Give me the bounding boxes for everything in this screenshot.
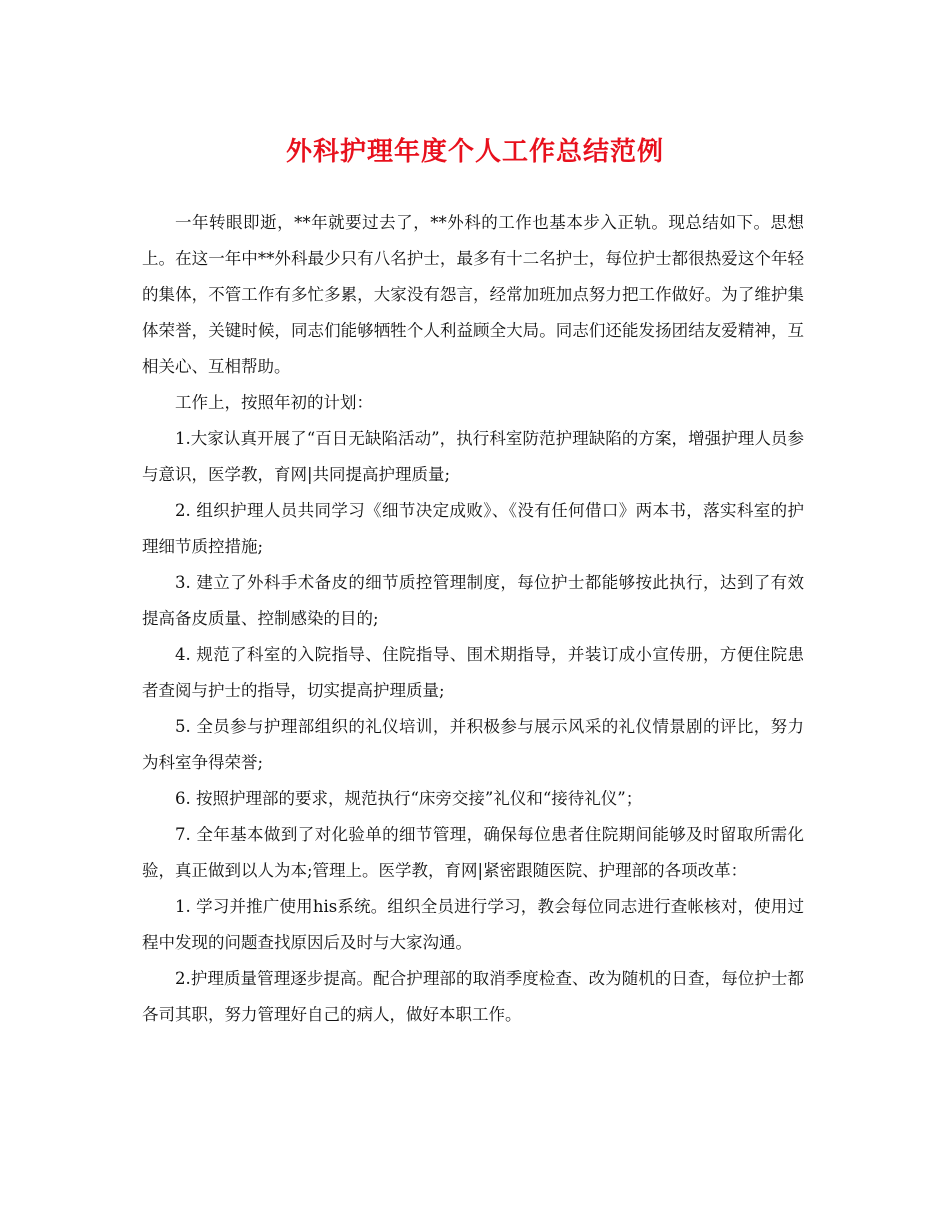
paragraph-item-5: 5. 全员参与护理部组织的礼仪培训，并积极参与展示风采的礼仪情景剧的评比，努力为科室争得荣誉; bbox=[142, 717, 804, 772]
paragraph-work-plan: 工作上，按照年初的计划： bbox=[175, 393, 373, 412]
paragraph-item-4: 4. 规范了科室的入院指导、住院指导、围术期指导，并装订成小宣传册，方便住院患者查阅与护士的指导，切实提高护理质量; bbox=[142, 645, 804, 700]
paragraph-intro: 一年转眼即逝，**年就要过去了，**外科的工作也基本步入正轨。现总结如下。思想上。在这一年中**外科最少只有八名护士，最多有十二名护士，每位护士都很热爱这个年轻的集体，不管工作有多忙多累，大家没有怨言，经常加班加点努力把工作做好。为了维护集体荣誉，关键时候，同志们能够牺牲个人利益顾全大局。同志们还能发扬团结友爱精神，互相关心、互相帮助。 bbox=[142, 213, 804, 376]
document-body bbox=[142, 205, 804, 1033]
paragraph-item-2: 2. 组织护理人员共同学习《细节决定成败》、《没有任何借口》两本书，落实科室的护理细节质控措施; bbox=[142, 501, 804, 556]
paragraph-item-1: 1.大家认真开展了“百日无缺陷活动”，执行科室防范护理缺陷的方案，增强护理人员参与意识，医学教，育网|共同提高护理质量; bbox=[142, 429, 804, 484]
paragraph-item-6: 6. 按照护理部的要求，规范执行“床旁交接”礼仪和“接待礼仪”； bbox=[175, 789, 643, 808]
paragraph-management-1: 1. 学习并推广使用his系统。组织全员进行学习，教会每位同志进行查帐核对，使用过程中发现的问题查找原因后及时与大家沟通。 bbox=[142, 897, 804, 952]
paragraph-management-2: 2.护理质量管理逐步提高。配合护理部的取消季度检查、改为随机的日查，每位护士都各司其职，努力管理好自己的病人，做好本职工作。 bbox=[142, 969, 804, 1024]
paragraph-item-3: 3. 建立了外科手术备皮的细节质控管理制度，每位护士都能够按此执行，达到了有效提高备皮质量、控制感染的目的; bbox=[142, 573, 804, 628]
paragraph-item-7: 7. 全年基本做到了对化验单的细节管理，确保每位患者住院期间能够及时留取所需化验，真正做到以人为本;管理上。医学教，育网|紧密跟随医院、护理部的各项改革： bbox=[142, 825, 804, 880]
document-title: 外科护理年度个人工作总结范例 bbox=[285, 137, 664, 167]
